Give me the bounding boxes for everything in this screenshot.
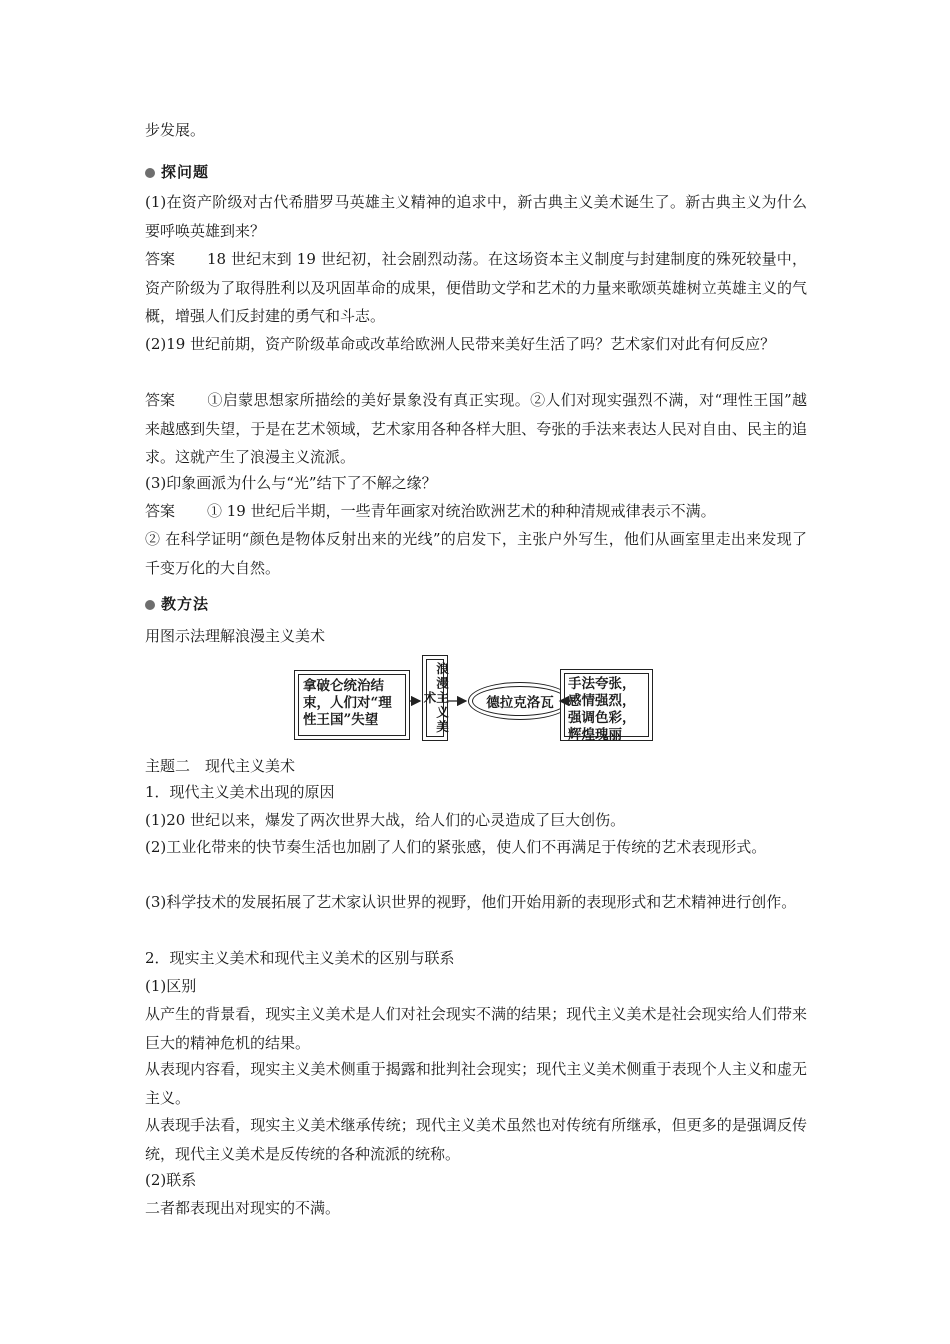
cause-text: 拿破仑统治结束，人们对“理性王国”失望 xyxy=(298,674,406,736)
difference-label: (1)区别 xyxy=(145,977,197,995)
delacroix-text: 德拉克洛瓦 xyxy=(472,686,568,716)
top-fragment: 步发展。 xyxy=(145,121,206,139)
connection-label: (2)联系 xyxy=(145,1171,197,1189)
answer-text: ①启蒙思想家所描绘的美好景象没有真正实现。②人们对现实强烈不满，对“理性王国”越来越感到失望，于是在艺术领域，艺术家用各种各样大胆、夸张的手法来表达人民对自由、民主的追求。这就产生了浪漫主义流派。 xyxy=(145,391,807,466)
difference-2: 从表现内容看，现实主义美术侧重于揭露和批判社会现实；现代主义美术侧重于表现个人主义和虚无主义。 xyxy=(145,1060,807,1107)
theme2-point-2: (2)工业化带来的快节奏生活也加剧了人们的紧张感，使人们不再满足于传统的艺术表现形式。 xyxy=(145,838,767,856)
section-title: 探问题 xyxy=(161,163,210,181)
answer-text: ① 19 世纪后半期，一些青年画家对统治欧洲艺术的种种清规戒律表示不满。 xyxy=(207,502,716,520)
answer-label: 答案 xyxy=(145,250,176,268)
section-title: 教方法 xyxy=(161,595,210,613)
difference-1: 从产生的背景看，现实主义美术是人们对社会现实不满的结果；现代主义美术是社会现实给人们带来巨大的精神危机的结果。 xyxy=(145,1005,807,1052)
difference-3: 从表现手法看，现实主义美术继承传统；现代主义美术虽然也对传统有所继承，但更多的是强调反传统，现代主义美术是反传统的各种流派的统称。 xyxy=(145,1116,807,1163)
question-3: (3)印象画派为什么与“光”结下了不解之缘？ xyxy=(145,474,437,492)
features-text: 手法夸张，感情强烈，强调色彩，辉煌瑰丽 xyxy=(564,673,649,737)
answer-label: 答案 xyxy=(145,391,176,409)
method-intro: 用图示法理解浪漫主义美术 xyxy=(145,627,326,645)
question-2: (2)19 世纪前期，资产阶级革命或改革给欧洲人民带来美好生活了吗？艺术家们对此有何反应？ xyxy=(145,335,776,353)
connection-1: 二者都表现出对现实的不满。 xyxy=(145,1199,341,1217)
question-1: (1)在资产阶级对古代希腊罗马英雄主义精神的追求中，新古典主义美术诞生了。新古典主义为什么要呼唤英雄到来？ xyxy=(145,193,807,240)
theme2-point-3: (3)科学技术的发展拓展了艺术家认识世界的视野，他们开始用新的表现形式和艺术精神进行创作。 xyxy=(145,893,797,911)
answer-text: 18 世纪末到 19 世纪初，社会剧烈动荡。在这场资本主义制度与封建制度的殊死较量中，资产阶级为了取得胜利以及巩固革命的成果，便借助文学和艺术的力量来歌颂英雄树立英雄主义的气概，增强人们反封建的勇气和斗志。 xyxy=(145,250,807,325)
answer-3-line2: ② 在科学证明“颜色是物体反射出来的光线”的启发下，主张户外写生，他们从画室里走出来发现了千变万化的大自然。 xyxy=(145,530,807,577)
theme2-heading-1: 1．现代主义美术出现的原因 xyxy=(145,783,335,801)
theme2-heading-2: 2．现实主义美术和现代主义美术的区别与联系 xyxy=(145,949,455,967)
theme2-point-1: (1)20 世纪以来，爆发了两次世界大战，给人们的心灵造成了巨大创伤。 xyxy=(145,811,626,829)
romanticism-text: 浪漫主义美术 xyxy=(426,659,444,737)
answer-label: 答案 xyxy=(145,502,176,520)
theme2-title: 主题二 现代主义美术 xyxy=(145,757,296,775)
